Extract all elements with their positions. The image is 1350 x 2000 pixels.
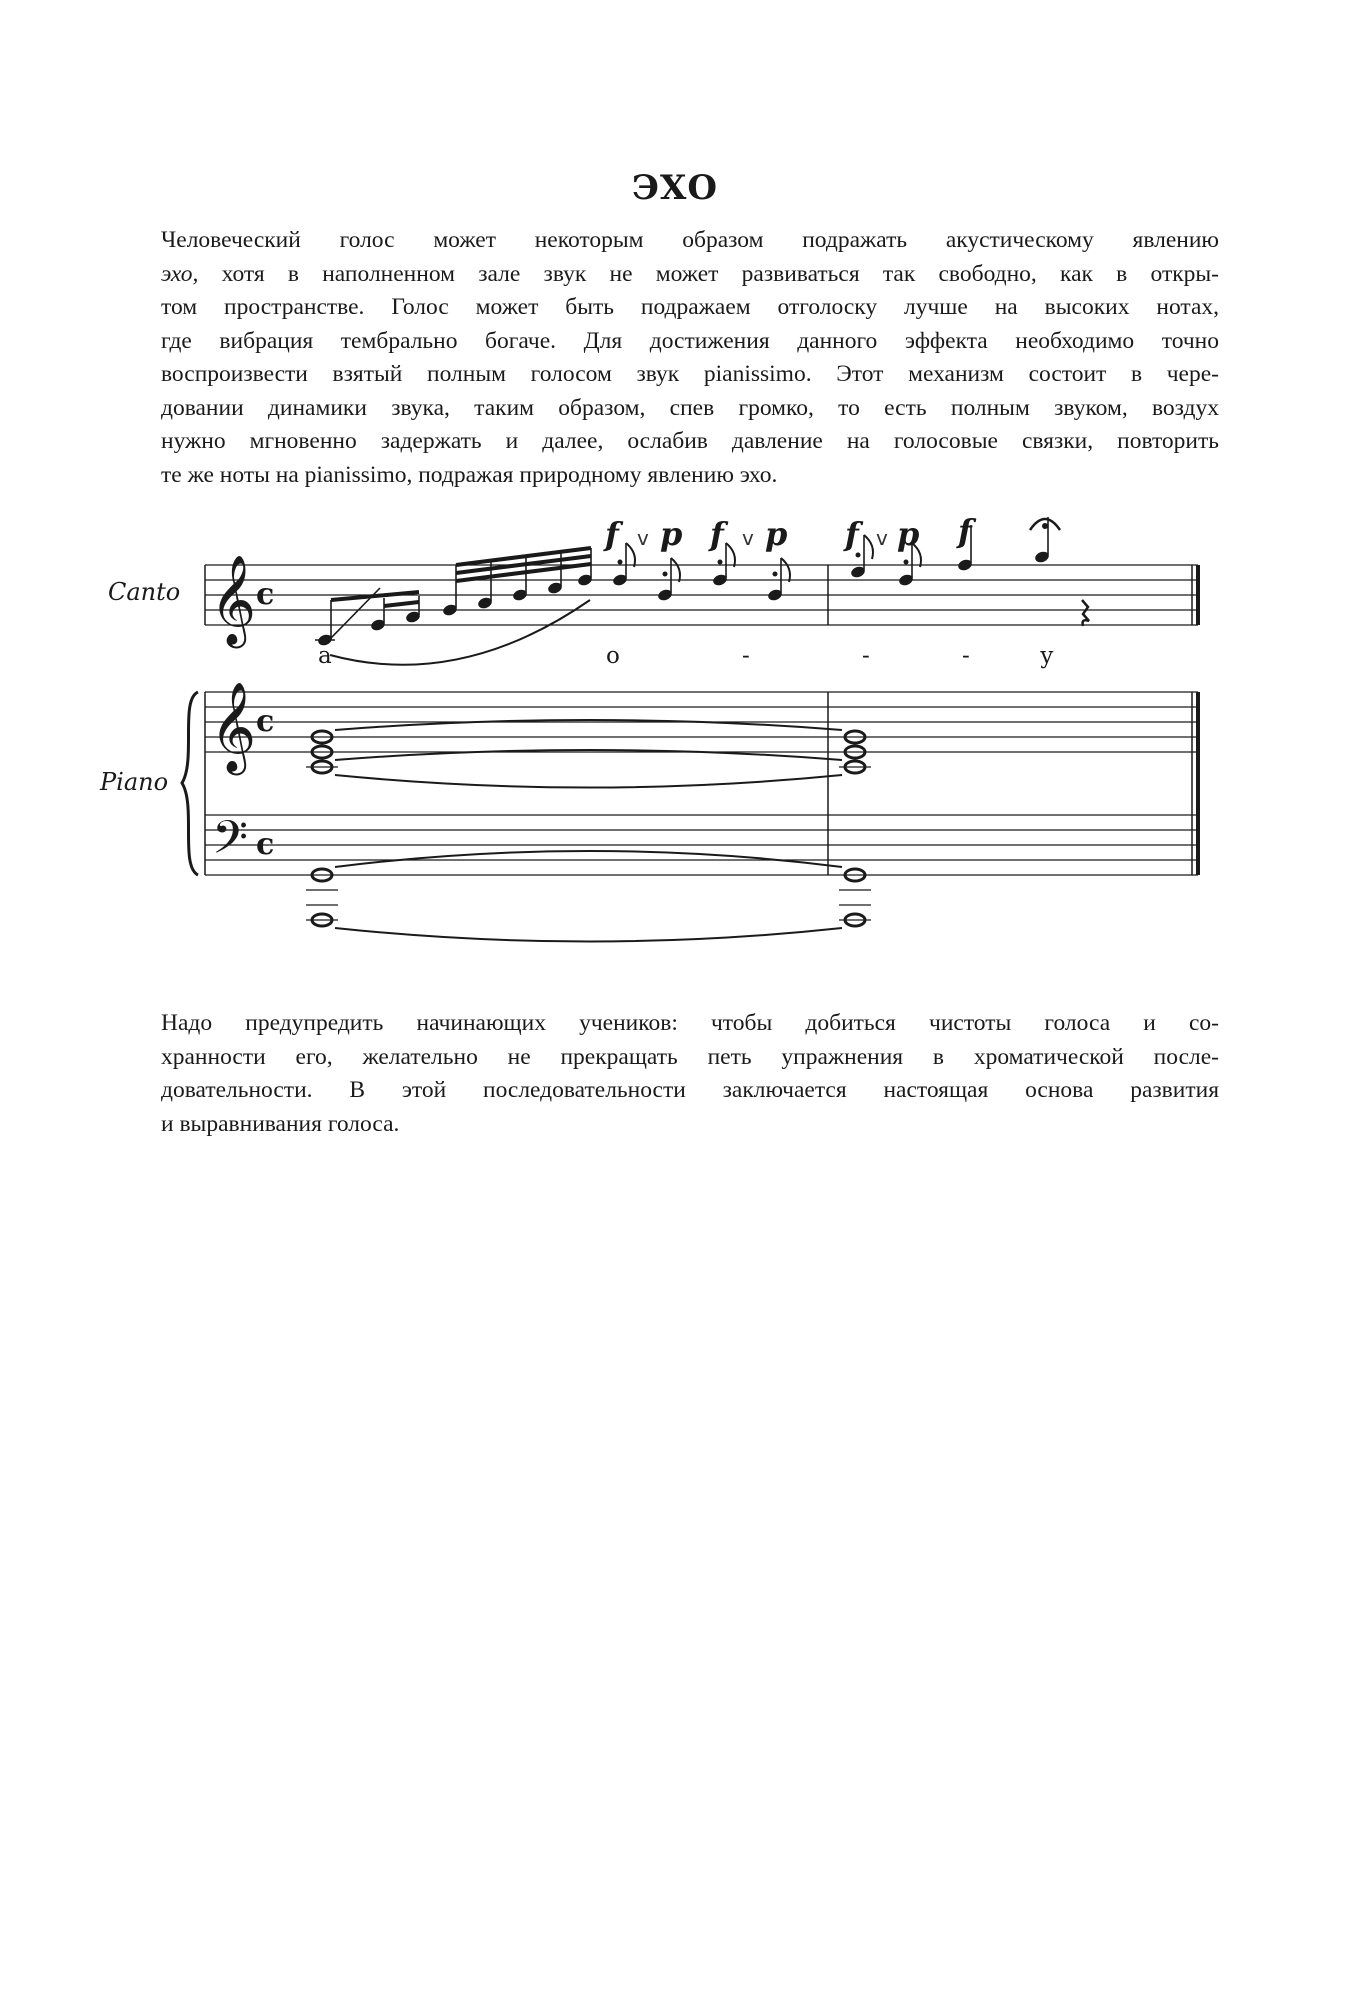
italic-term: эхо, bbox=[161, 260, 199, 287]
paragraph-line: те же ноты на pianissimo, подражая природному явлению эхо. bbox=[161, 461, 778, 488]
paragraph-line: довательности. В этой последовательности заключается настоящая основа развития bbox=[161, 1077, 1219, 1103]
paragraph-line: воспроизвести взятый полным голосом звук pianissimo. Этот механизм состоит в чере- bbox=[161, 361, 1219, 387]
paragraph-line-rest: хотя в наполненном зале звук не может развиваться так свободно, как в откры- bbox=[221, 260, 1219, 287]
piano-bass-staff bbox=[205, 815, 1198, 875]
bass-clef-icon: 𝄢 bbox=[212, 811, 249, 876]
time-signature: c bbox=[256, 704, 275, 739]
piano-bass-notes bbox=[306, 851, 871, 942]
paragraph-line: том пространстве. Голос может быть подражаем отголоску лучше на высоких нотах, bbox=[161, 294, 1219, 320]
brace-icon bbox=[182, 692, 198, 875]
closing-paragraph bbox=[161, 1007, 1219, 1141]
lyric-syllable: - bbox=[862, 643, 870, 669]
lyric-syllable: - bbox=[742, 643, 750, 669]
dynamics bbox=[603, 512, 977, 553]
treble-clef-icon: 𝄞 bbox=[210, 555, 257, 645]
breath-mark: v bbox=[742, 526, 754, 550]
piano-treble-chords bbox=[306, 720, 871, 788]
lyric-syllable: - bbox=[962, 643, 970, 669]
paragraph-line: Человеческий голос может некоторым образом подражать акустическому явлению bbox=[161, 227, 1219, 253]
dynamic-mark: f bbox=[710, 515, 724, 553]
lyric-syllable: у bbox=[1040, 643, 1054, 669]
paragraph-line: Надо предупредить начинающих учеников: чтобы добиться чистоты голоса и со- bbox=[161, 1010, 1219, 1036]
lyrics bbox=[318, 643, 1054, 669]
dynamic-mark: p bbox=[897, 515, 920, 553]
page-title: ЭХО bbox=[631, 168, 719, 208]
treble-clef-icon: 𝄞 bbox=[210, 682, 257, 772]
breath-mark: v bbox=[637, 526, 649, 550]
canto-melody bbox=[315, 517, 1089, 665]
dynamic-mark: p bbox=[660, 515, 683, 553]
paragraph-line: и выравнивания голоса. bbox=[161, 1110, 400, 1137]
paragraph-line: где вибрация тембрально богаче. Для достижения данного эффекта необходимо точно bbox=[161, 327, 1219, 354]
time-signature: c bbox=[256, 827, 275, 862]
dynamic-mark: f bbox=[958, 512, 972, 550]
paragraph-line: довании динамики звука, таким образом, спев громко, то есть полным звуком, воздух bbox=[161, 394, 1219, 421]
canto-staff bbox=[205, 565, 1198, 625]
dynamic-mark: f bbox=[845, 515, 859, 553]
paragraph-line: хранности его, желательно не прекращать петь упражнения в хроматической после- bbox=[161, 1043, 1219, 1070]
paragraph-line: нужно мгновенно задержать и далее, ослабив давление на голосовые связки, повторить bbox=[161, 428, 1219, 454]
dynamic-mark: f bbox=[605, 515, 619, 553]
lyric-syllable: о bbox=[606, 643, 620, 669]
dynamic-mark: p bbox=[765, 515, 788, 553]
piano-label: Piano bbox=[100, 768, 169, 796]
lyric-syllable: а bbox=[318, 643, 332, 669]
time-signature: c bbox=[256, 577, 275, 612]
canto-label: Canto bbox=[108, 578, 181, 606]
breath-mark: v bbox=[876, 526, 888, 550]
